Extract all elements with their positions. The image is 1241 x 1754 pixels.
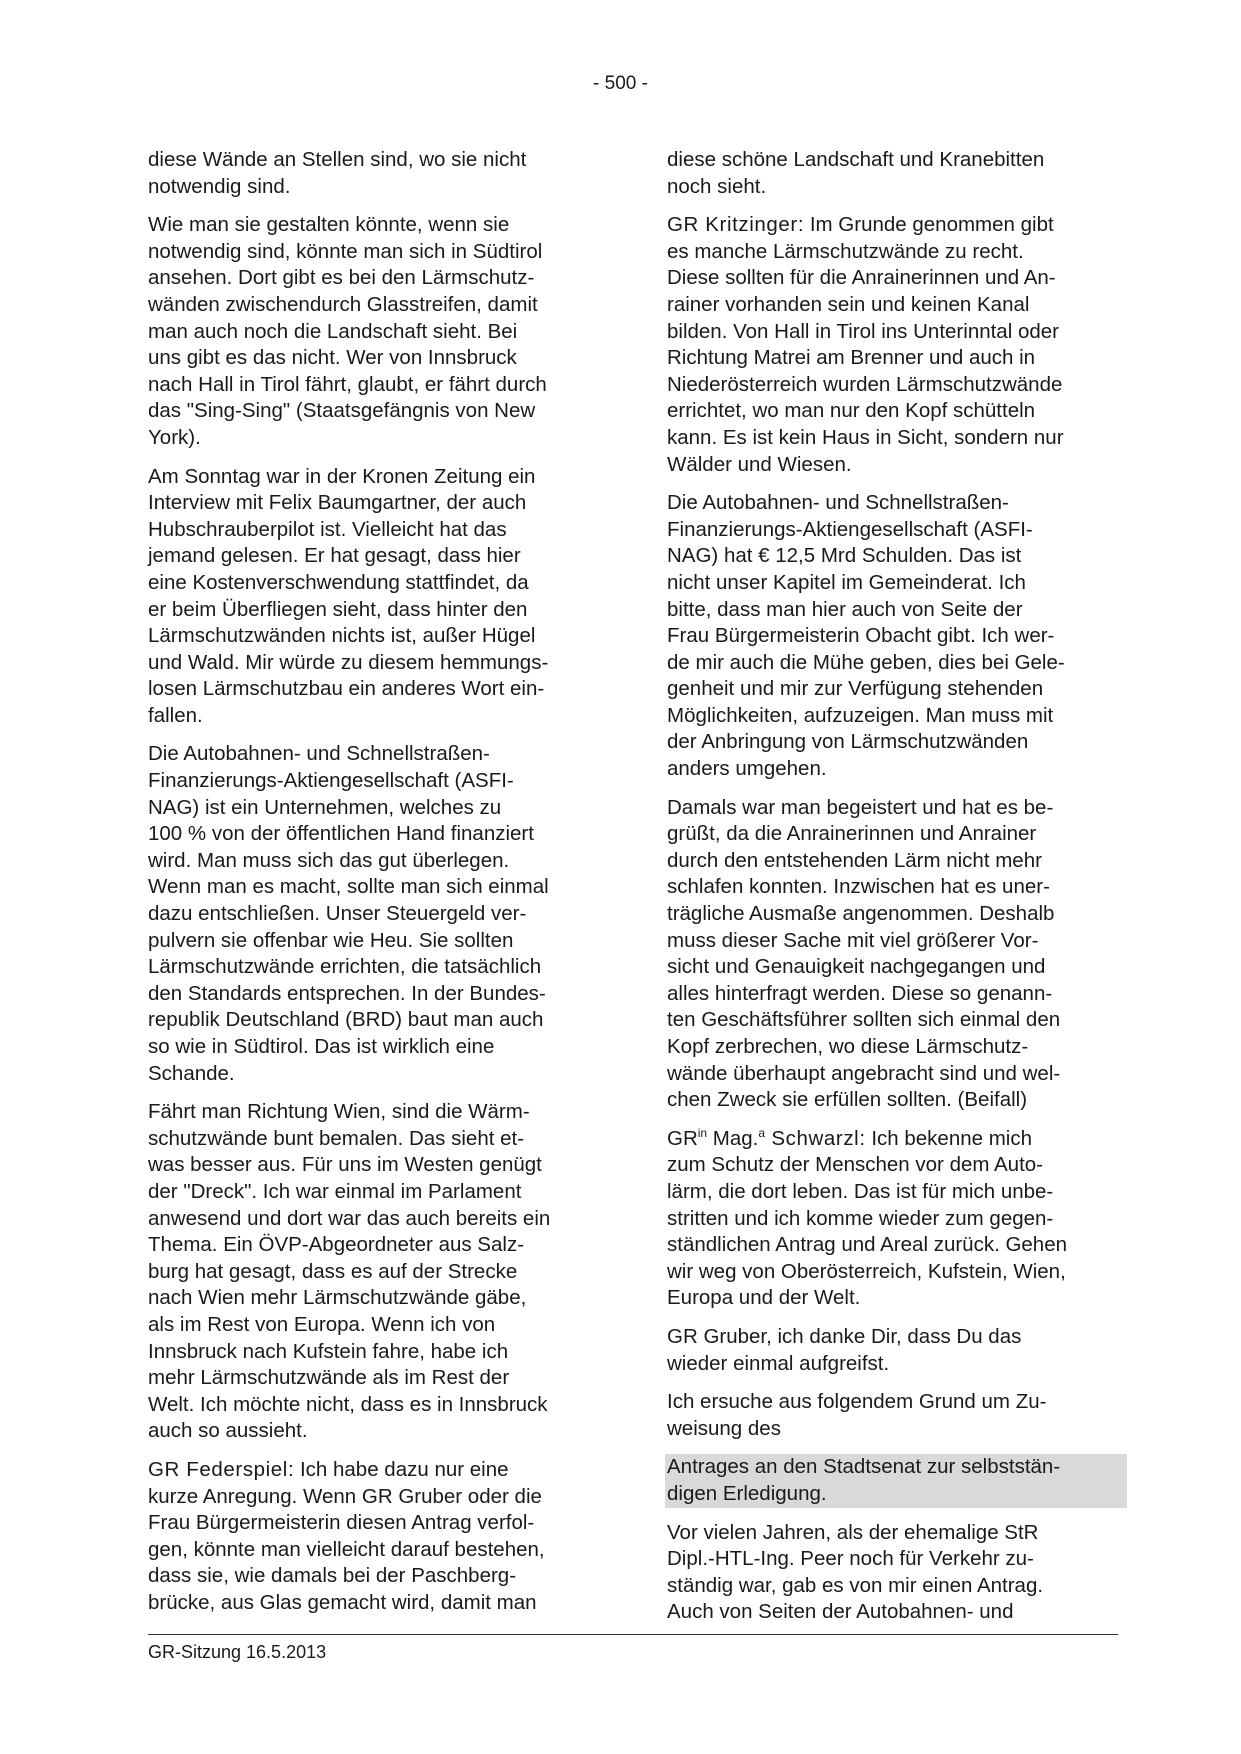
speech-text: Ich bekenne mich zum Schutz der Menschen vor dem Auto- lärm, die dort leben. Das ist für mich unbe- stritten und ich komme wieder zum gegen- ständlichen Antrag und Areal zurück. Gehen wir weg von Oberösterreich, Kufstein, Wien, Europa und der Welt. xyxy=(667,1126,1068,1310)
paragraph: diese schöne Landschaft und Kranebitten noch sieht. xyxy=(667,148,1045,198)
speech-text: Ich habe dazu nur eine kurze Anregung. Wenn GR Gruber oder die Frau Bürgermeisterin diesen Antrag verfol- gen, könnte man vielleicht darauf bestehen, dass sie, wie damals bei der Paschberg- brücke, aus Glas gemacht wird, damit man xyxy=(148,1457,545,1614)
paragraph: Die Autobahnen- und Schnellstraßen- Finanzierungs-Aktiengesellschaft (ASFI- NAG) hat € 12,5 Mrd Schulden. Das ist nicht unser Kapitel im Gemeinderat. Ich bitte, dass man hier auch von Seite der Frau Bürgermeisterin Obacht gibt. Ich wer- de mir auch die Mühe geben, dies bei Gele- genheit und mir zur Verfügung stehenden Möglichkeiten, aufzuzeigen. Man muss mit der Anbringung von Lärmschutzwänden anders umgehen. xyxy=(667,491,1065,781)
paragraph: Vor vielen Jahren, als der ehemalige StR Dipl.-HTL-Ing. Peer noch für Verkehr zu- ständig war, gab es von mir einen Antrag. Auch von Seiten der Autobahnen- und xyxy=(667,1520,1044,1624)
footer-divider xyxy=(148,1634,1118,1635)
paragraph: Fährt man Richtung Wien, sind die Wärm- schutzwände bunt bemalen. Das sieht et- was besser aus. Für uns im Westen genügt der "Dreck". Ich war einmal im Parlament anwesend und dort war das auch bereits ein Thema. Ein ÖVP-Abgeordneter aus Salz- burg hat gesagt, dass es auf der Strecke nach Wien mehr Lärmschutzwände gäbe, als im Rest von Europa. Wenn ich von Innsbruck nach Kufstein fahre, habe ich mehr Lärmschutzwände als im Rest der Welt. Ich möchte nicht, dass es in Innsbruck auch so aussieht. xyxy=(148,1100,551,1443)
paragraph: GR Gruber, ich danke Dir, dass Du das wieder einmal aufgreifst. xyxy=(667,1324,1022,1375)
paragraph xyxy=(667,1126,1119,1312)
paragraph xyxy=(148,1457,600,1617)
speech-text: Im Grunde genommen gibt es manche Lärmschutzwände zu recht. Diese sollten für die Anrainerinnen und An- rainer vorhanden sein und keinen Kanal bilden. Von Hall in Tirol ins Unterinntal oder Richtung Matrei am Brenner und auch in Niederösterreich wurden Lärmschutzwände errichtet, wo man nur den Kopf schütteln kann. Es ist kein Haus in Sicht, sondern nur Wälder und Wiesen. xyxy=(667,213,1064,476)
right-column xyxy=(667,147,1119,1638)
paragraph: Wie man sie gestalten könnte, wenn sie notwendig sind, könnte man sich in Südtirol ansehen. Dort gibt es bei den Lärmschutz- wänden zwischendurch Glasstreifen, damit man auch noch die Landschaft sieht. Bei uns gibt es das nicht. Wer von Innsbruck nach Hall in Tirol fährt, glaubt, er fährt durch das "Sing-Sing" (Staatsgefängnis von New York). xyxy=(148,213,547,449)
paragraph: diese Wände an Stellen sind, wo sie nicht notwendig sind. xyxy=(148,148,527,198)
paragraph: Damals war man begeistert und hat es be- grüßt, da die Anrainerinnen und Anrainer durch den entstehenden Lärm nicht mehr schlafen konnten. Inzwischen hat es uner- trägliche Ausmaße angenommen. Deshalb muss dieser Sache mit viel größerer Vor- sicht und Genauigkeit nachgegangen und alles hinterfragt werden. Diese so genann- ten Geschäftsführer sollten sich einmal den Kopf zerbrechen, wo diese Lärmschutz- wände überhaupt angebracht sind und wel- chen Zweck sie erfüllen sollten. (Beifall) xyxy=(667,795,1061,1112)
paragraph: Die Autobahnen- und Schnellstraßen- Finanzierungs-Aktiengesellschaft (ASFI- NAG) ist ein Unternehmen, welches zu 100 % von der öffentlichen Hand finanziert wird. Man muss sich das gut überlegen. Wenn man es macht, sollte man sich einmal dazu entschließen. Unser Steuergeld ver- pulvern sie offenbar wie Heu. Sie sollten Lärmschutzwände errichten, die tatsächlich den Standards entsprechen. In der Bundes- republik Deutschland (BRD) baut man auch so wie in Südtirol. Das ist wirklich eine Schande. xyxy=(148,742,549,1085)
speaker-name: GR Federspiel: xyxy=(148,1457,295,1481)
left-column xyxy=(148,147,600,1628)
page-number: - 500 - xyxy=(593,73,648,94)
paragraph: Am Sonntag war in der Kronen Zeitung ein Interview mit Felix Baumgartner, der auch Hubschrauberpilot ist. Vielleicht hat das jemand gelesen. Er hat gesagt, dass hier eine Kostenverschwendung stattfindet, da er beim Überfliegen sieht, dass hinter den Lärmschutzwänden nichts ist, außer Hügel und Wald. Mir würde zu diesem hemmungs- losen Lärmschutzbau ein anderes Wort ein- fallen. xyxy=(148,464,549,727)
speaker-degree: Mag. xyxy=(707,1126,759,1150)
highlighted-motion: Antrages an den Stadtsenat zur selbststän- digen Erledigung. xyxy=(665,1454,1127,1507)
paragraph xyxy=(667,212,1119,478)
paragraph: Ich ersuche aus folgendem Grund um Zu- weisung des xyxy=(667,1390,1047,1440)
speaker-title-suffix: in xyxy=(697,1125,708,1140)
speaker-title: GR xyxy=(667,1126,698,1150)
speaker-name: Schwarzl: xyxy=(765,1126,866,1150)
speaker-degree-suffix: a xyxy=(758,1125,766,1140)
speaker-name: GR Kritzinger: xyxy=(667,213,805,237)
footer-session-date: GR-Sitzung 16.5.2013 xyxy=(148,1642,327,1662)
